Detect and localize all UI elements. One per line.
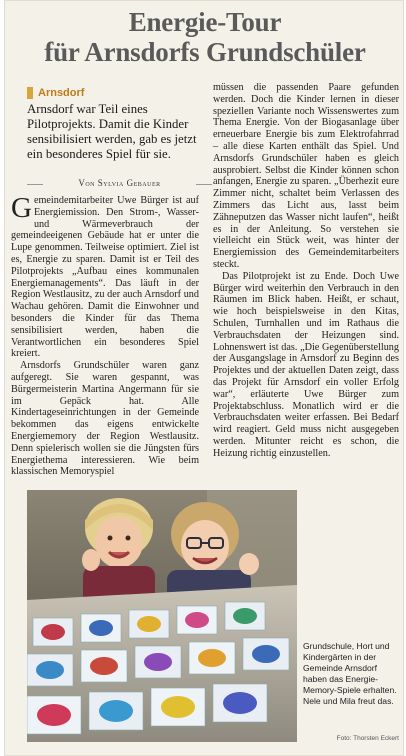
kicker-row <box>27 87 84 99</box>
author-rule-right <box>196 184 212 185</box>
right-paragraph-1: müssen die passenden Paare gefunden werden. Doch die Kinder lernen in dieser speziellen Variante noch Wissenswertes zum Thema Energie. Von der Biogasanlage über erneuerbare Energie bis zum Elektrofahrrad – alle diese Karten enthält das Spiel. Und Arnsdorfs Grundschüler haben es gleich ausprobiert. Selbst die Kinder können schon anfangen, Energie zu sparen. „Überhezit eure Zimmer nicht, schaltet beim Verlassen des Zimmers das Licht aus, lasst beim Zähneputzen das Wasser nicht laufen“, heißt es in der Anleitung. So verstehen sie vielleicht ein Stück weit, was hinter der Energiemission des Gemeindemitarbeiters steckt. <box>213 82 399 270</box>
headline-line-2: für Arnsdorfs Grundschüler <box>44 37 366 67</box>
left-column <box>11 192 199 478</box>
left-paragraph-1 <box>11 192 199 360</box>
kicker-marker <box>27 87 33 99</box>
left-paragraph-2: Arnsdorfs Grundschüler waren ganz aufgeregt. Sie waren gespannt, was Bürgermeisterin Martina Angermann für sie im Gepäck hat. Alle Kindertageseinrichtungen in der Gemeinde bekommen das eigens entwickelte Energiememory der Region Westlausitz. Denn spielerisch wollen sie die Jüngsten fürs Energiethema interessieren. Wie beim klassischen Memoryspiel <box>11 360 199 478</box>
right-paragraph-2: Das Pilotprojekt ist zu Ende. Doch Uwe Bürger wird weiterhin den Verbrauch in den Räumen im Blick haben. Heißt, er schaut, wie hoch beispielsweise in den Kitas, Schulen, Turnhallen und im Rathaus die Verbrauchsdaten der Heizungen sind. Lohnenswert ist das. „Die Gegenüberstellung der Ausgangslage in Arnsdorf zu Beginn des Projektes und der aktuellen Daten zeigt, dass das Projekt für Arnsdorf ein voller Erfolg war“, erläuterte Uwe Bürger zum Projektabschluss. Monatlich wird er die Verbrauchsdaten weiter erfassen. Bei Bedarf wird reagiert. Geld muss nicht ausgegeben werden. Mitunter reicht es schon, die Heizung richtig einzustellen. <box>213 270 399 459</box>
headline-line-1: Energie-Tour <box>128 7 282 37</box>
memory-cards <box>27 602 289 734</box>
author-byline: Von Sylvia Gebauer <box>78 178 161 188</box>
article-photo <box>27 490 297 742</box>
right-column <box>213 82 399 460</box>
photo-children-memory-game <box>27 490 297 742</box>
photo-caption: Grundschule, Hort und Kindergärten in der Gemeinde Arnsdorf haben das Energie-Memory-Spiele erhalten. Nele und Mila freut das. <box>303 641 397 706</box>
left-paragraph-1-text: emeindemitarbeiter Uwe Bürger ist auf Energiemission. Den Strom-, Wasser- und Wärmeverbrauch der gemeindeeigenen Gebäude hat er unter die Lupe genommen. Teilweise optimiert. Ziel ist es, Energie zu sparen. Damit ist er Teil des Pilotprojekts „Aufbau eines kommunalen Energiemanagements“. Das läuft in der Region Westlausitz, zu der auch Arnsdorf und Wachau gehören. Damit die Einwohner und besonders die Kinder für das Thema sensibilisiert werden, haben die Verantwortlichen ein besonderes Spiel kreiert. <box>11 195 199 360</box>
newspaper-page <box>4 0 404 756</box>
headline <box>5 7 405 67</box>
photo-credit: Foto: Thorsten Eckert <box>336 735 399 742</box>
teaser: Arnsdorf war Teil eines Pilotprojekts. Damit die Kinder sensibilisiert werden, gab es jetzt ein besonderes Spiel für sie. <box>27 102 197 161</box>
drop-cap: G <box>11 192 32 224</box>
kicker: Arnsdorf <box>38 87 85 99</box>
